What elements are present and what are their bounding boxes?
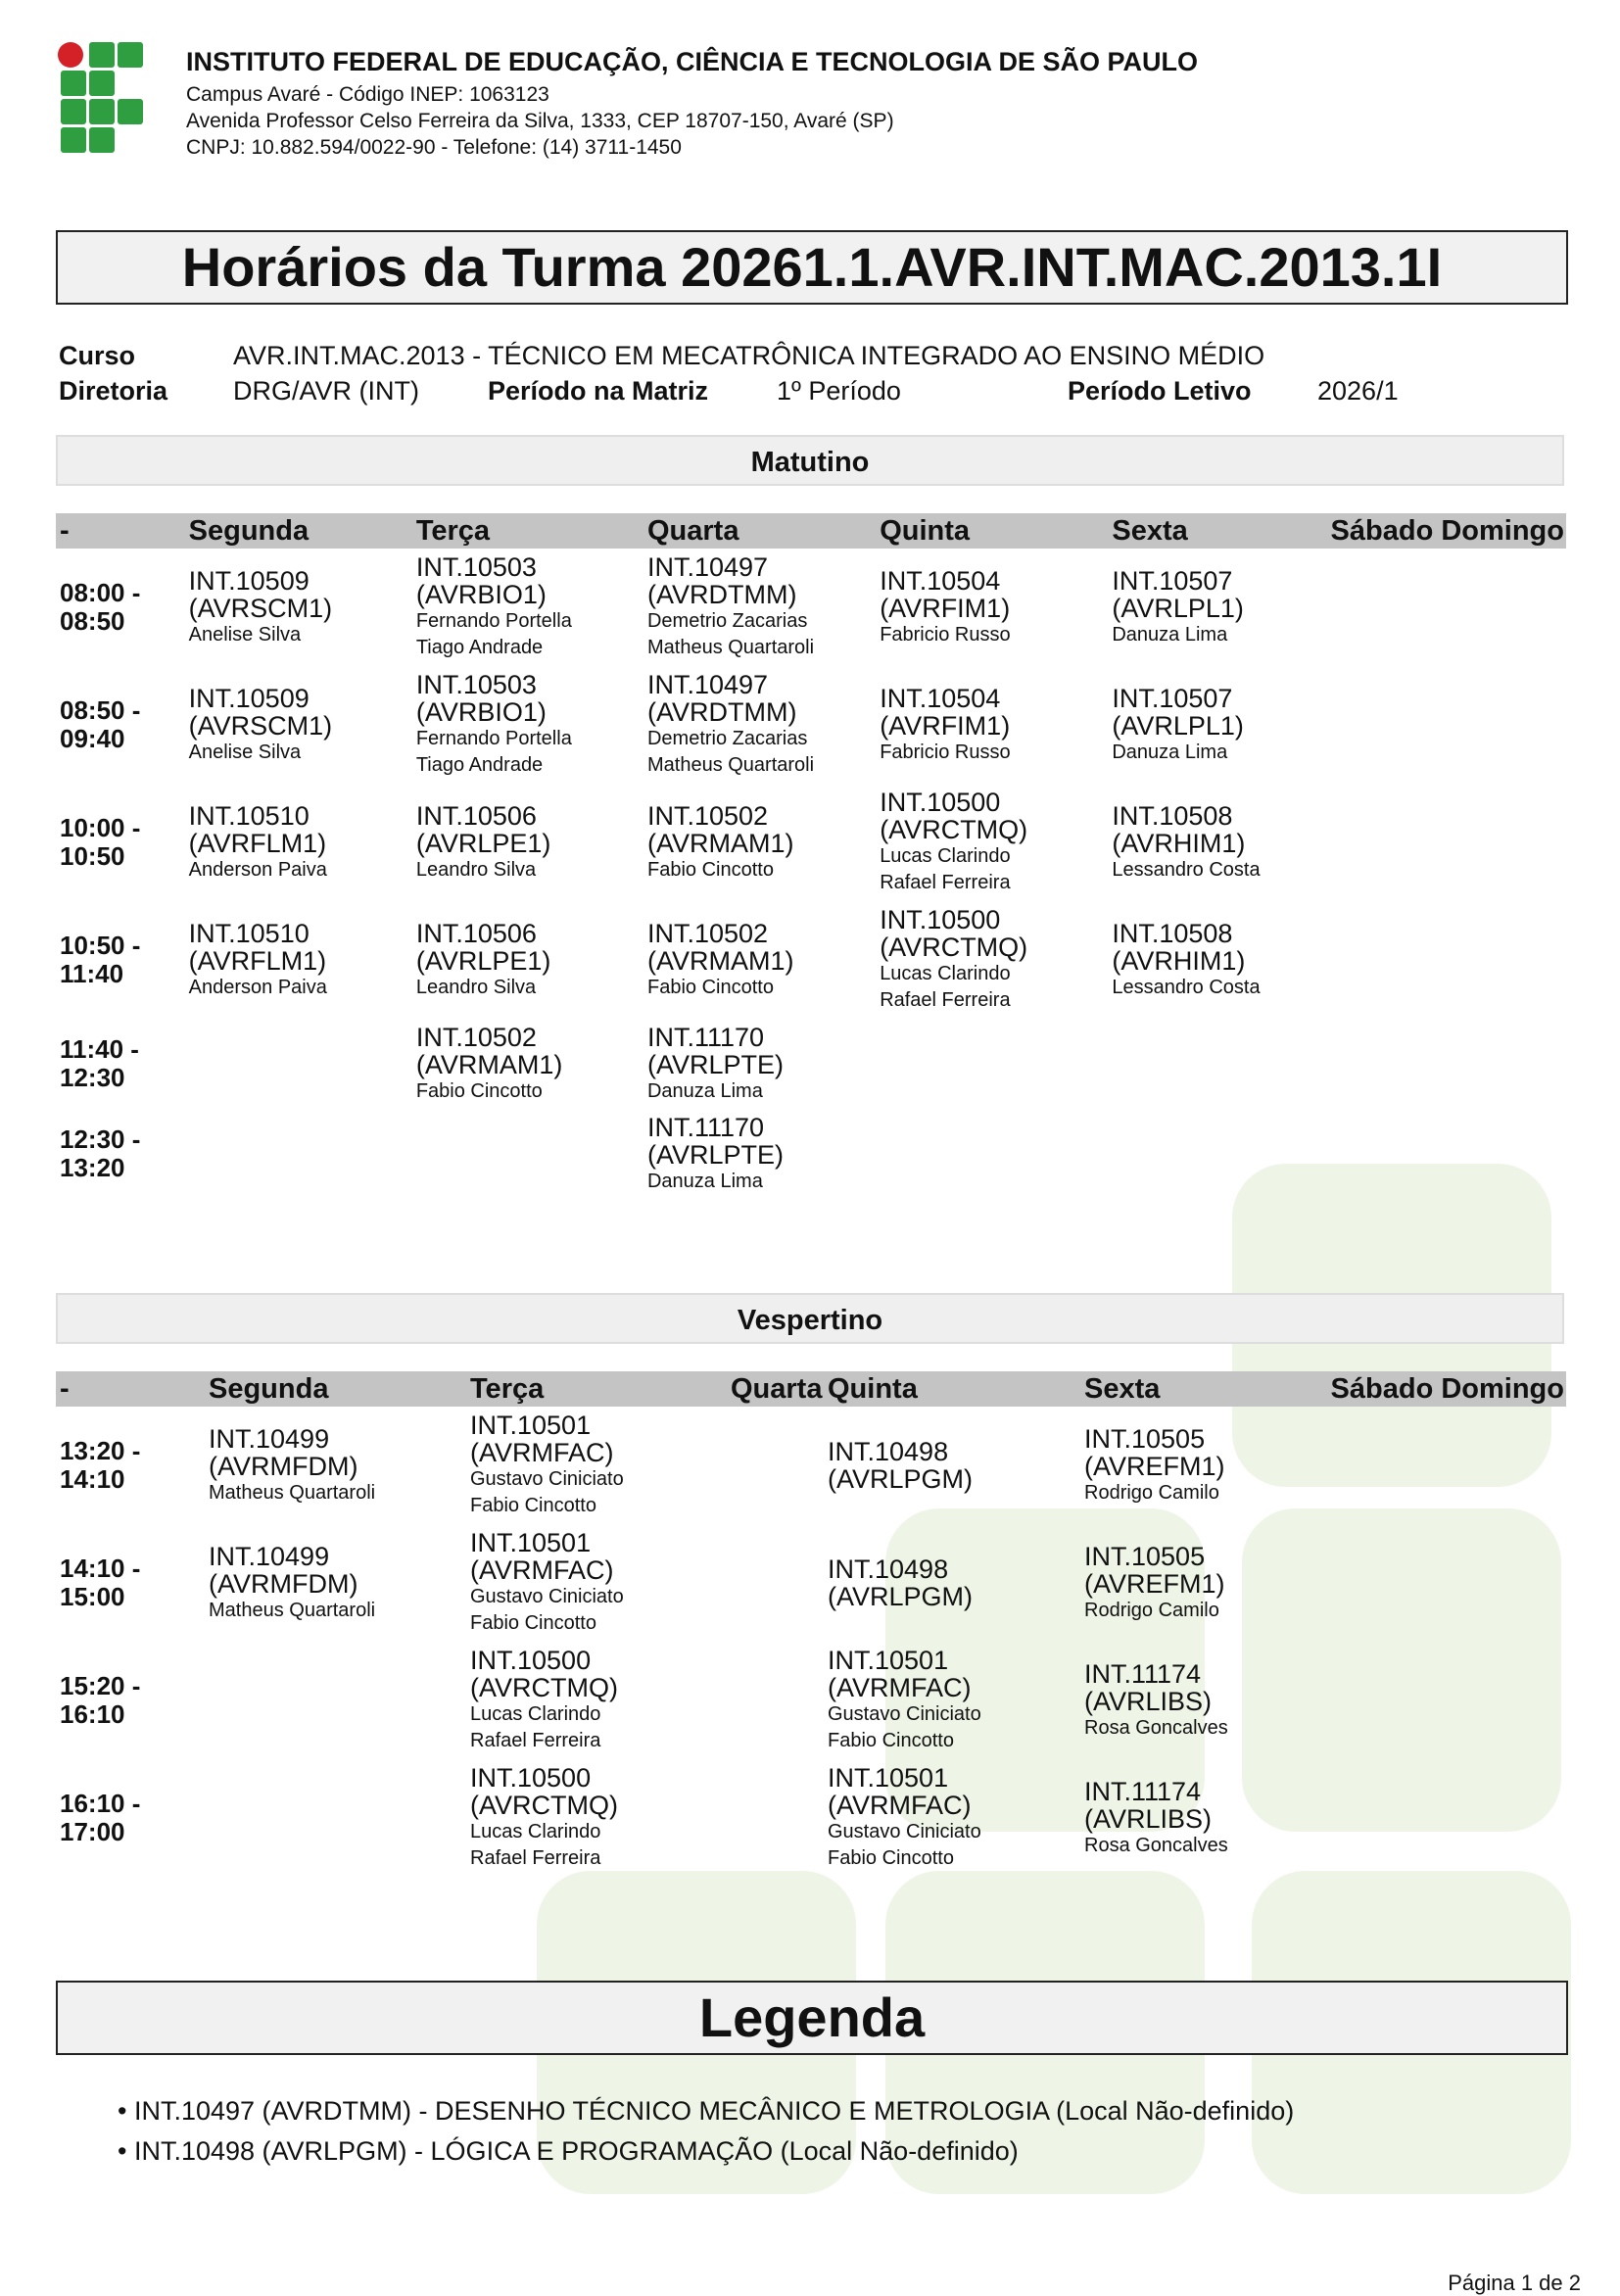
legend-item: • INT.10498 (AVRLPGM) - LÓGICA E PROGRAMAÇÃO (Local Não-definido): [118, 2136, 1019, 2166]
subject-acronym: (AVRDTMM): [646, 580, 797, 609]
subject-acronym: (AVRLPTE): [646, 1049, 785, 1079]
subject-code: INT.10509: [188, 683, 310, 713]
column-header: Quarta: [643, 513, 876, 549]
subject-acronym: (AVRMFAC): [470, 1555, 614, 1585]
teacher-name: Leandro Silva: [415, 976, 537, 998]
class-cell: [205, 1642, 466, 1759]
teacher-name: Matheus Quartaroli: [646, 637, 815, 658]
teacher-name: Gustavo Ciniciato: [470, 1468, 624, 1490]
subject-acronym: (AVRMAM1): [646, 828, 794, 858]
class-cell: [1108, 549, 1326, 666]
class-cell: [876, 784, 1108, 901]
cnpj-line: CNPJ: 10.882.594/0022-90 - Telefone: (14) 3711-1450: [186, 136, 682, 159]
time-end: 14:10: [60, 1464, 125, 1494]
class-cell: [727, 1524, 824, 1642]
subject-acronym: (AVREFM1): [1084, 1568, 1225, 1599]
class-cell: [205, 1524, 466, 1642]
time-end: 15:00: [60, 1582, 125, 1611]
teacher-name: Lessandro Costa: [1112, 976, 1261, 998]
teacher-name: Leandro Silva: [415, 858, 537, 881]
time-start: 10:50 -: [60, 931, 141, 960]
schedule-row: [56, 784, 1566, 901]
subject-acronym: (AVRCTMQ): [880, 933, 1028, 962]
time-start: 10:00 -: [60, 813, 141, 842]
teacher-name: Rafael Ferreira: [470, 1847, 601, 1869]
teacher-name: Fabio Cincotto: [828, 1847, 954, 1869]
subject-acronym: (AVRLPE1): [415, 828, 551, 858]
class-cell: [466, 1642, 727, 1759]
class-cell: [1080, 1407, 1315, 1524]
class-cell: [1327, 666, 1566, 784]
periodo-letivo-label: Período Letivo: [1068, 376, 1252, 406]
teacher-name: Demetrio Zacarias: [646, 610, 808, 632]
subject-code: INT.10501: [470, 1528, 592, 1557]
teacher-name: Fabio Cincotto: [828, 1730, 954, 1751]
class-cell: [876, 1019, 1108, 1109]
periodo-matriz-label: Período na Matriz: [488, 376, 709, 406]
time-slot-cell: [56, 784, 185, 901]
class-cell: [824, 1642, 1080, 1759]
teacher-name: Gustavo Ciniciato: [470, 1586, 624, 1607]
class-cell: [727, 1759, 824, 1877]
subject-acronym: (AVRLIBS): [1084, 1686, 1213, 1716]
subject-code: INT.11174: [1084, 1776, 1202, 1806]
time-end: 13:20: [60, 1153, 125, 1182]
class-cell: [412, 549, 643, 666]
teacher-name: Rodrigo Camilo: [1084, 1481, 1219, 1504]
time-start: 15:20 -: [60, 1671, 141, 1700]
teacher-name: Gustavo Ciniciato: [828, 1703, 981, 1725]
subject-acronym: (AVRHIM1): [1112, 828, 1246, 858]
subject-code: INT.10510: [188, 800, 310, 831]
teacher-name: Rafael Ferreira: [470, 1730, 601, 1751]
class-cell: [412, 1109, 643, 1199]
class-cell: [1315, 1759, 1566, 1877]
class-cell: [876, 901, 1108, 1019]
time-slot-cell: [56, 901, 185, 1019]
column-header: Quarta: [727, 1371, 824, 1407]
time-slot-cell: [56, 549, 185, 666]
subject-acronym: (AVREFM1): [1084, 1451, 1225, 1481]
class-cell: [1080, 1759, 1315, 1877]
page-title: Horários da Turma 20261.1.AVR.INT.MAC.2013.1I: [56, 230, 1568, 305]
time-slot-cell: [56, 1407, 205, 1524]
teacher-name: Lucas Clarindo: [880, 963, 1011, 984]
teacher-name: Rosa Goncalves: [1084, 1834, 1228, 1856]
subject-acronym: (AVRMFAC): [470, 1438, 614, 1467]
class-cell: [876, 1109, 1108, 1199]
time-end: 09:40: [60, 724, 125, 753]
subject-code: INT.10500: [470, 1646, 592, 1675]
subject-acronym: (AVRMFAC): [828, 1791, 972, 1820]
teacher-name: Demetrio Zacarias: [646, 728, 808, 749]
vespertino-schedule-table: [56, 1371, 1566, 1877]
class-cell: [1327, 784, 1566, 901]
time-start: 13:20 -: [60, 1436, 141, 1465]
column-header: Sábado Domingo: [1315, 1371, 1566, 1407]
class-cell: [1327, 1109, 1566, 1199]
legend-list: [118, 2091, 1294, 2172]
teacher-name: Anderson Paiva: [188, 976, 327, 998]
subject-acronym: (AVRBIO1): [415, 580, 547, 609]
subject-code: INT.10499: [209, 1423, 330, 1454]
class-cell: [824, 1759, 1080, 1877]
class-cell: [1080, 1642, 1315, 1759]
time-slot-cell: [56, 1109, 185, 1199]
subject-code: INT.10506: [415, 918, 537, 948]
subject-acronym: (AVRLPGM): [828, 1464, 974, 1494]
matutino-title: Matutino: [56, 435, 1564, 486]
subject-code: INT.10503: [415, 670, 537, 699]
matutino-schedule-table: [56, 513, 1566, 1199]
column-header: Sexta: [1080, 1371, 1315, 1407]
class-cell: [876, 666, 1108, 784]
subject-acronym: (AVRBIO1): [415, 697, 547, 727]
campus-line: Campus Avaré - Código INEP: 1063123: [186, 83, 549, 106]
class-cell: [824, 1524, 1080, 1642]
time-slot-cell: [56, 1642, 205, 1759]
subject-acronym: (AVRFLM1): [188, 945, 327, 976]
schedule-row: [56, 1109, 1566, 1199]
teacher-name: Anelise Silva: [188, 623, 302, 646]
subject-code: INT.10510: [188, 918, 310, 948]
teacher-name: Fabio Cincotto: [415, 1079, 543, 1102]
teacher-name: Fabricio Russo: [880, 623, 1011, 646]
column-header: -: [56, 1371, 205, 1407]
class-cell: [876, 549, 1108, 666]
class-cell: [643, 784, 876, 901]
header-row: [56, 1371, 1566, 1407]
class-cell: [824, 1407, 1080, 1524]
column-header: Terça: [412, 513, 643, 549]
class-cell: [412, 784, 643, 901]
subject-code: INT.10508: [1112, 918, 1233, 948]
class-cell: [1108, 666, 1326, 784]
column-header: Segunda: [205, 1371, 466, 1407]
column-header: Sexta: [1108, 513, 1326, 549]
class-cell: [727, 1407, 824, 1524]
class-cell: [727, 1642, 824, 1759]
subject-acronym: (AVRCTMQ): [880, 815, 1028, 844]
teacher-name: Rafael Ferreira: [880, 989, 1011, 1011]
schedule-row: [56, 1019, 1566, 1109]
subject-acronym: (AVRLPE1): [415, 945, 551, 976]
teacher-name: Fabio Cincotto: [470, 1495, 596, 1516]
teacher-name: Anderson Paiva: [188, 858, 327, 881]
schedule-row: [56, 1759, 1566, 1877]
subject-code: INT.10500: [880, 905, 1001, 934]
subject-acronym: (AVRFIM1): [880, 593, 1011, 623]
subject-acronym: (AVRLPGM): [828, 1582, 974, 1611]
subject-acronym: (AVRMFDM): [209, 1451, 358, 1481]
class-cell: [1327, 901, 1566, 1019]
subject-acronym: (AVRLPTE): [646, 1139, 785, 1170]
subject-acronym: (AVRCTMQ): [470, 1673, 618, 1702]
time-start: 12:30 -: [60, 1124, 141, 1154]
class-cell: [643, 1109, 876, 1199]
time-end: 17:00: [60, 1817, 125, 1846]
schedule-row: [56, 1524, 1566, 1642]
vespertino-title: Vespertino: [56, 1293, 1564, 1344]
teacher-name: Matheus Quartaroli: [209, 1481, 376, 1504]
teacher-name: Tiago Andrade: [415, 637, 544, 658]
subject-code: INT.10505: [1084, 1423, 1206, 1454]
subject-acronym: (AVRFIM1): [880, 710, 1011, 741]
class-cell: [643, 549, 876, 666]
class-cell: [412, 1019, 643, 1109]
teacher-name: Rodrigo Camilo: [1084, 1599, 1219, 1621]
legend-title: Legenda: [56, 1981, 1568, 2055]
teacher-name: Fabio Cincotto: [646, 976, 774, 998]
time-start: 08:50 -: [60, 695, 141, 725]
class-cell: [1315, 1642, 1566, 1759]
teacher-name: Fabio Cincotto: [470, 1612, 596, 1634]
diretoria-label: Diretoria: [59, 376, 168, 406]
class-cell: [643, 666, 876, 784]
time-slot-cell: [56, 1524, 205, 1642]
teacher-name: Rafael Ferreira: [880, 872, 1011, 893]
teacher-name: Lucas Clarindo: [470, 1821, 601, 1842]
time-start: 16:10 -: [60, 1789, 141, 1818]
class-cell: [466, 1524, 727, 1642]
class-cell: [466, 1407, 727, 1524]
subject-code: INT.10499: [209, 1541, 330, 1571]
teacher-name: Matheus Quartaroli: [646, 754, 815, 776]
subject-code: INT.10501: [470, 1411, 592, 1440]
time-end: 11:40: [60, 959, 124, 988]
subject-code: INT.10498: [828, 1437, 949, 1466]
subject-code: INT.10497: [646, 670, 769, 699]
teacher-name: Tiago Andrade: [415, 754, 544, 776]
subject-acronym: (AVRLPL1): [1112, 593, 1244, 623]
teacher-name: Danuza Lima: [1112, 623, 1228, 646]
class-cell: [412, 666, 643, 784]
teacher-name: Matheus Quartaroli: [209, 1599, 376, 1621]
subject-code: INT.10497: [646, 552, 769, 582]
time-end: 16:10: [60, 1699, 125, 1729]
teacher-name: Danuza Lima: [646, 1170, 763, 1192]
subject-code: INT.10507: [1112, 565, 1233, 596]
subject-code: INT.10501: [828, 1763, 949, 1793]
subject-code: INT.10505: [1084, 1541, 1206, 1571]
subject-acronym: (AVRMAM1): [646, 945, 794, 976]
teacher-name: Fabricio Russo: [880, 741, 1011, 763]
subject-code: INT.10508: [1112, 800, 1233, 831]
class-cell: [412, 901, 643, 1019]
schedule-row: [56, 666, 1566, 784]
institution-name: INSTITUTO FEDERAL DE EDUCAÇÃO, CIÊNCIA E TECNOLOGIA DE SÃO PAULO: [186, 47, 1199, 76]
institution-logo: [57, 41, 143, 155]
subject-code: INT.10506: [415, 800, 537, 831]
subject-acronym: (AVRCTMQ): [470, 1791, 618, 1820]
teacher-name: Danuza Lima: [646, 1079, 763, 1102]
subject-code: INT.10502: [646, 800, 769, 831]
subject-acronym: (AVRHIM1): [1112, 945, 1246, 976]
header-row: [56, 513, 1566, 549]
class-cell: [185, 784, 412, 901]
subject-code: INT.10509: [188, 565, 310, 596]
schedule-row: [56, 1642, 1566, 1759]
teacher-name: Fabio Cincotto: [646, 858, 774, 881]
class-cell: [1315, 1407, 1566, 1524]
subject-code: INT.10500: [470, 1763, 592, 1793]
subject-acronym: (AVRDTMM): [646, 697, 797, 727]
logo-red-dot: [58, 42, 83, 68]
periodo-matriz-value: 1º Período: [777, 376, 901, 406]
teacher-name: Fernando Portella: [415, 728, 572, 749]
periodo-letivo-value: 2026/1: [1317, 376, 1399, 406]
class-cell: [205, 1759, 466, 1877]
class-cell: [185, 666, 412, 784]
time-end: 08:50: [60, 606, 125, 636]
subject-acronym: (AVRSCM1): [188, 710, 333, 741]
subject-acronym: (AVRMFAC): [828, 1673, 972, 1702]
column-header: Segunda: [185, 513, 412, 549]
class-cell: [643, 901, 876, 1019]
column-header: Terça: [466, 1371, 727, 1407]
subject-code: INT.10502: [646, 918, 769, 948]
subject-acronym: (AVRLPL1): [1112, 710, 1244, 741]
time-slot-cell: [56, 666, 185, 784]
subject-code: INT.11170: [646, 1112, 765, 1142]
teacher-name: Fernando Portella: [415, 610, 572, 632]
curso-label: Curso: [59, 341, 136, 370]
schedule-row: [56, 1407, 1566, 1524]
class-cell: [1315, 1524, 1566, 1642]
teacher-name: Rosa Goncalves: [1084, 1716, 1228, 1739]
teacher-name: Gustavo Ciniciato: [828, 1821, 981, 1842]
subject-code: INT.11174: [1084, 1658, 1202, 1689]
time-start: 11:40 -: [60, 1034, 139, 1064]
class-cell: [185, 1019, 412, 1109]
column-header: -: [56, 513, 185, 549]
class-cell: [466, 1759, 727, 1877]
subject-acronym: (AVRLIBS): [1084, 1803, 1213, 1834]
class-cell: [185, 901, 412, 1019]
teacher-name: Anelise Silva: [188, 741, 302, 763]
column-header: Quinta: [824, 1371, 1080, 1407]
class-cell: [185, 549, 412, 666]
subject-acronym: (AVRFLM1): [188, 828, 327, 858]
schedule-row: [56, 901, 1566, 1019]
time-slot-cell: [56, 1759, 205, 1877]
time-end: 10:50: [60, 841, 125, 871]
class-cell: [1327, 1019, 1566, 1109]
class-cell: [1108, 901, 1326, 1019]
page-number: Página 1 de 2: [1448, 2271, 1581, 2295]
subject-code: INT.10504: [880, 683, 1001, 713]
legend-item: • INT.10497 (AVRDTMM) - DESENHO TÉCNICO MECÂNICO E METROLOGIA (Local Não-definido): [118, 2096, 1295, 2126]
subject-acronym: (AVRSCM1): [188, 593, 333, 623]
class-cell: [1108, 784, 1326, 901]
column-header: Sábado Domingo: [1327, 513, 1566, 549]
class-cell: [643, 1019, 876, 1109]
subject-code: INT.10502: [415, 1022, 537, 1052]
class-cell: [205, 1407, 466, 1524]
subject-code: INT.11170: [646, 1022, 765, 1052]
subject-acronym: (AVRMFDM): [209, 1568, 358, 1599]
time-start: 08:00 -: [60, 578, 141, 607]
subject-code: INT.10503: [415, 552, 537, 582]
teacher-name: Lessandro Costa: [1112, 858, 1261, 881]
class-cell: [1108, 1019, 1326, 1109]
column-header: Quinta: [876, 513, 1108, 549]
class-cell: [185, 1109, 412, 1199]
class-cell: [1080, 1524, 1315, 1642]
subject-code: INT.10500: [880, 788, 1001, 817]
teacher-name: Lucas Clarindo: [470, 1703, 601, 1725]
institution-header: [186, 47, 1198, 161]
subject-acronym: (AVRMAM1): [415, 1049, 563, 1079]
subject-code: INT.10501: [828, 1646, 949, 1675]
curso-value: AVR.INT.MAC.2013 - TÉCNICO EM MECATRÔNICA INTEGRADO AO ENSINO MÉDIO: [233, 341, 1265, 370]
address-line: Avenida Professor Celso Ferreira da Silva, 1333, CEP 18707-150, Avaré (SP): [186, 110, 894, 132]
time-start: 14:10 -: [60, 1554, 141, 1583]
time-end: 12:30: [60, 1063, 125, 1092]
subject-code: INT.10504: [880, 565, 1001, 596]
teacher-name: Danuza Lima: [1112, 741, 1228, 763]
time-slot-cell: [56, 1019, 185, 1109]
class-cell: [1108, 1109, 1326, 1199]
teacher-name: Lucas Clarindo: [880, 845, 1011, 867]
subject-code: INT.10507: [1112, 683, 1233, 713]
subject-code: INT.10498: [828, 1555, 949, 1584]
diretoria-value: DRG/AVR (INT): [233, 376, 419, 406]
class-cell: [1327, 549, 1566, 666]
schedule-row: [56, 549, 1566, 666]
